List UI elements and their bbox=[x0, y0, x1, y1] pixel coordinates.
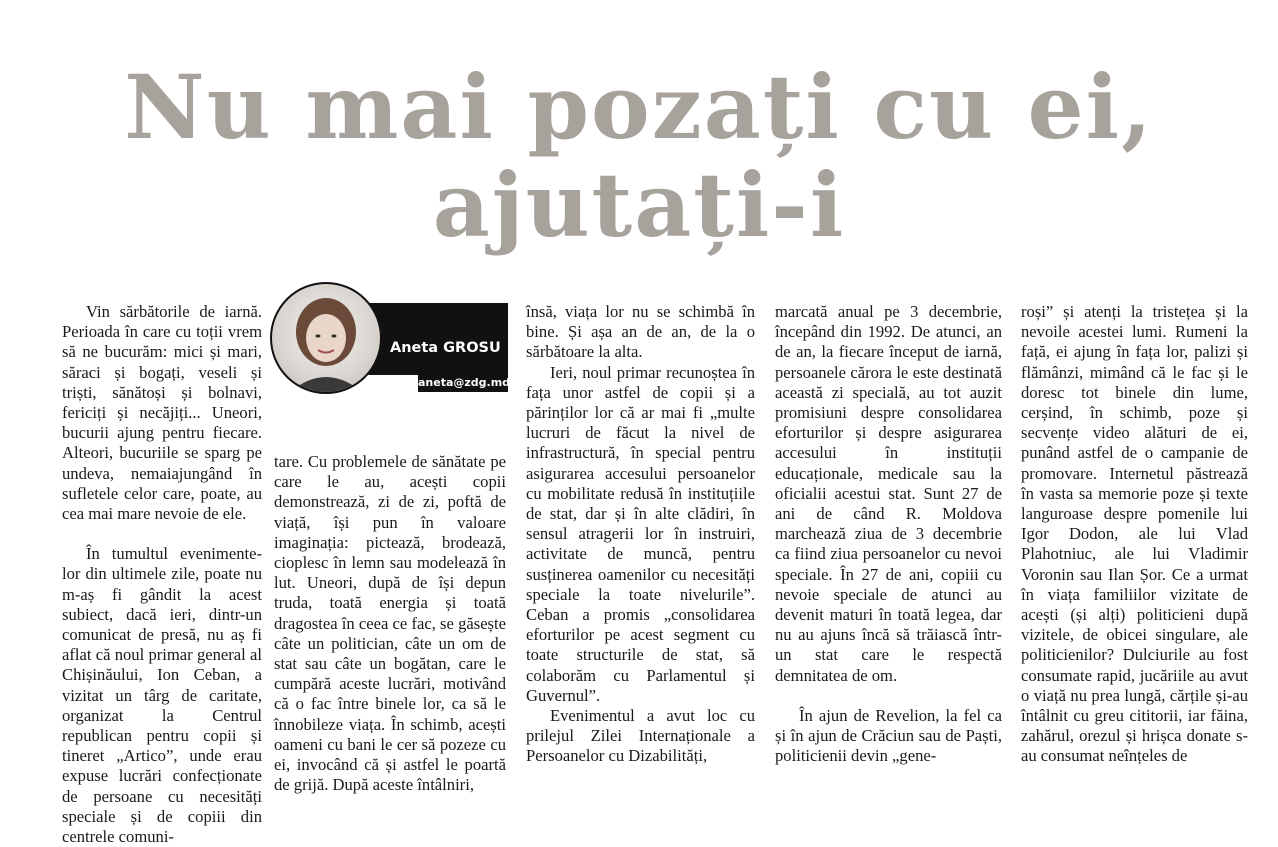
paragraph: Evenimentul a avut loc cu prilejul Zilei Internaționale a Persoanelor cu Dizabilități, bbox=[526, 706, 755, 766]
paragraph: Vin sărbătorile de iarnă. Perioada în care cu toții vrem să ne bucurăm: mici și mari, săraci și bogați, veseli și triști, sănătoși și bolnavi, fericiți și necăjiți... Uneori, bucurii ajung pentru fiecare. Alteori, bucuriile se sparg pe undeva, nemaiajungând în sufletele celor care, poate, au cea mai mare nevoie de ele. bbox=[62, 302, 262, 524]
author-box bbox=[270, 282, 511, 396]
author-name: Aneta GROSU bbox=[390, 340, 501, 356]
author-photo bbox=[270, 282, 382, 394]
column-4 bbox=[775, 302, 1002, 766]
article-headline bbox=[0, 55, 1278, 257]
column-3 bbox=[526, 302, 755, 767]
paragraph: În tumultul evenimente-lor din ultimele zile, poate nu m-aș fi gândit la acest subiect, dacă ieri, dintr-un comunicat de presă, nu aș fi aflat că noul primar general al Chișinăului, Ion Ceban, a vizitat un târg de caritate, organizat la Centrul republican pentru copii și tineret „Artico”, unde erau expuse lucrări confecționate de persoane cu necesități speciale și de copiii din centrele comuni- bbox=[62, 544, 262, 847]
paragraph: Ieri, noul primar recunoștea în fața unor astfel de copii și a părinților lor că ar mai fi „multe lucruri de făcut la nivel de infrastructură, în special pentru asigurarea accesului persoanelor cu mobilitate redusă în instituțiile de stat, dar și în alte clădiri, în sensul atragerii lor în instruiri, activitate de muncă, pentru susținerea oamenilor cu necesități speciale la toate nivelurile”. Ceban a promis „consolidarea eforturilor pe acest segment cu toate structurile de stat, să colaborăm cu Parlamentul și Guvernul”. bbox=[526, 362, 755, 705]
column-2 bbox=[274, 452, 506, 795]
paragraph: tare. Cu problemele de sănătate pe care le au, acești copii demonstrează, zi de zi, poftă de viață, își pun în valoare imaginația: pictează, brodează, cioplesc în lemn sau modelează în lut. Uneori, după de își depun truda, toată energia și toată dragostea în ceea ce fac, se găsește câte un politician, câte un om de stat sau câte un bogătan, care le cumpără aceste lucrări, motivând că o fac între binele lor, ca să le înnobileze viața. În schimb, acești oameni cu bani le cer să pozeze cu ei, invocând că și astfel le poartă de grijă. După aceste întâlniri, bbox=[274, 452, 506, 795]
paragraph: roși” și atenți la tristețea și la nevoile acestei lumi. Rumeni la față, ei ajung în fața lor, palizi și flămânzi, mimând că le fac și le doresc tot binele din lume, cerșind, în schimb, poze și secvențe video alături de ei, punând astfel de o campanie de promovare. Internetul păstrează în vasta sa memorie poze și texte languroase despre pomenile lui Igor Dodon, ale lui Vlad Plahotniuc, ale lui Vladimir Voronin sau Ilan Șor. Ce a urmat în viața familiilor vizitate de acești (și alți) politicieni după vizitele, de obicei singulare, ale politicienilor? Dulciurile au fost consumate rapid, jucăriile au avut o viață nu prea lungă, cărțile și-au întâlnit cu greu cititorii, iar făina, zahărul, orezul și hrișca donate s-au consumat neînțeles de bbox=[1021, 302, 1248, 766]
paragraph: marcată anual pe 3 decembrie, începând din 1992. De atunci, an de an, la fiecare început de iarnă, persoanele cărora le este destinată această zi specială, au tot auzit promisiuni despre consolidarea eforturilor și despre asigurarea accesului în instituții educaționale, medicale sau la oficialii acestui stat. Sunt 27 de ani de când R. Moldova marchează ziua de 3 decembrie ca fiind ziua persoanelor cu nevoi speciale. În 27 de ani, copiii cu nevoie speciale de atunci au devenit maturi în toată legea, dar nu au ajuns încă să trăiască într-un stat care le respectă demnitatea de om. bbox=[775, 302, 1002, 685]
headline-line-1: Nu mai pozați cu ei, bbox=[124, 55, 1154, 159]
column-5 bbox=[1021, 302, 1248, 767]
headline-line-2: ajutați-i bbox=[432, 153, 846, 257]
author-email[interactable]: aneta@zdg.md bbox=[418, 374, 508, 392]
paragraph: însă, viața lor nu se schimbă în bine. Și așa an de an, de la o sărbătoare la alta. bbox=[526, 302, 755, 362]
paragraph: În ajun de Revelion, la fel ca și în ajun de Crăciun sau de Paști, politicienii devin „gene- bbox=[775, 705, 1002, 766]
author-portrait-icon bbox=[272, 284, 380, 392]
column-1 bbox=[62, 302, 262, 847]
